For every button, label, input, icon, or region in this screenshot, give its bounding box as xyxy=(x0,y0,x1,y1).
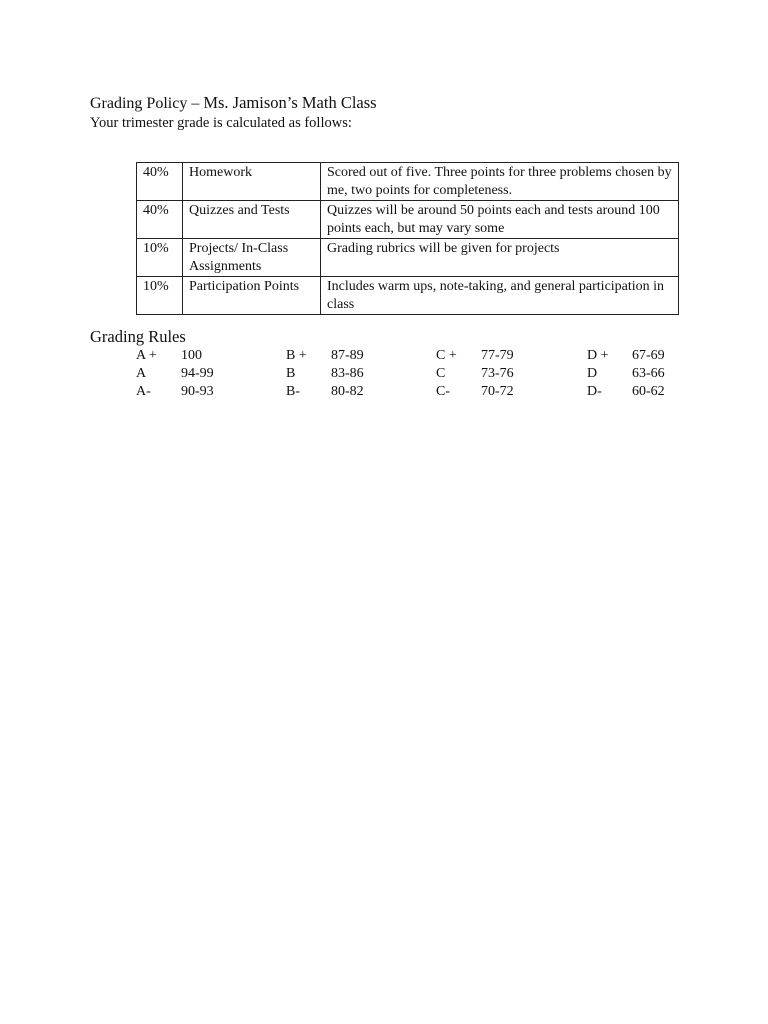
grade-letter: A- xyxy=(136,384,151,399)
grade-range: 73-76 xyxy=(481,366,514,381)
table-row xyxy=(137,239,679,277)
weight-percent: 40% xyxy=(137,201,183,239)
grading-scale xyxy=(0,347,768,407)
weight-percent: 40% xyxy=(137,163,183,201)
table-row xyxy=(137,277,679,315)
page-subtitle: Your trimester grade is calculated as follows: xyxy=(90,115,352,131)
category-description: Includes warm ups, note-taking, and general participation in class xyxy=(321,277,679,315)
grade-range: 100 xyxy=(181,348,202,363)
grade-letter: B + xyxy=(286,348,307,363)
weight-percent: 10% xyxy=(137,239,183,277)
category-name: Projects/ In-Class Assignments xyxy=(183,239,321,277)
grade-range: 94-99 xyxy=(181,366,214,381)
grading-policy-table xyxy=(136,162,679,315)
grade-range: 87-89 xyxy=(331,348,364,363)
grade-letter: B xyxy=(286,366,296,381)
grade-range: 80-82 xyxy=(331,384,364,399)
grade-range: 67-69 xyxy=(632,348,665,363)
grade-letter: A + xyxy=(136,348,157,363)
grade-range: 60-62 xyxy=(632,384,665,399)
grade-letter: C xyxy=(436,366,446,381)
grade-letter: C- xyxy=(436,384,450,399)
table-row xyxy=(137,201,679,239)
category-description: Scored out of five. Three points for three problems chosen by me, two points for completeness. xyxy=(321,163,679,201)
grade-range: 90-93 xyxy=(181,384,214,399)
weight-percent: 10% xyxy=(137,277,183,315)
grade-range: 63-66 xyxy=(632,366,665,381)
grade-range: 77-79 xyxy=(481,348,514,363)
category-name: Homework xyxy=(183,163,321,201)
grade-letter: D- xyxy=(587,384,602,399)
category-description: Quizzes will be around 50 points each and tests around 100 points each, but may vary some xyxy=(321,201,679,239)
grade-range: 70-72 xyxy=(481,384,514,399)
category-description: Grading rubrics will be given for projects xyxy=(321,239,679,277)
title-class-name: Ms. Jamison’s Math Class xyxy=(203,93,377,112)
grade-letter: B- xyxy=(286,384,300,399)
grade-letter: C + xyxy=(436,348,457,363)
category-name: Participation Points xyxy=(183,277,321,315)
grade-letter: A xyxy=(136,366,147,381)
table-row xyxy=(137,163,679,201)
grade-range: 83-86 xyxy=(331,366,364,381)
grading-rules-heading: Grading Rules xyxy=(90,327,186,346)
page-title xyxy=(90,93,377,114)
grade-letter: D xyxy=(587,366,598,381)
category-name: Quizzes and Tests xyxy=(183,201,321,239)
title-prefix: Grading Policy – xyxy=(90,95,204,112)
grade-letter: D + xyxy=(587,348,609,363)
